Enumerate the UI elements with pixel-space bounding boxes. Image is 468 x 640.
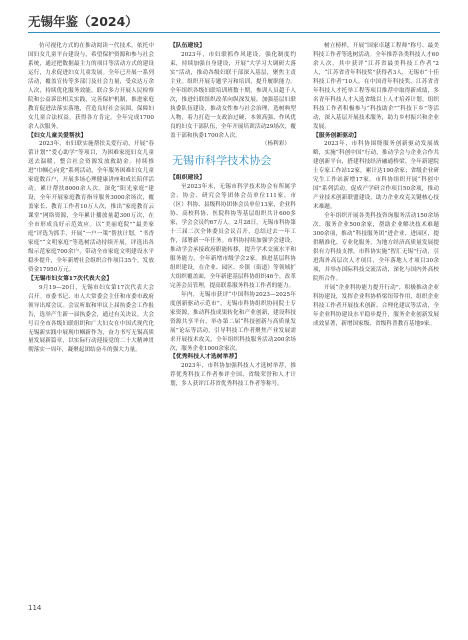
paragraph: 9月19—20日，无锡市妇女第17次代表大会召开。市委书记、市人大常委会主任和市委市政府领导出席会议。会议听取和审议上届执委会工作报告，选举产生新一届执委会，通过有关决议。大会号召全市各级妇联组织和广大妇女在中国式现代化无锡新实践中展现巾帼新作为，奋力书写无锡高质量发展新篇章，以实际行动迎接党的二十大精神贯彻落实一周年，凝聚起团结奋斗的强大力量。: [28, 284, 154, 354]
paragraph: 2023年，市科协围绕服务创新驱动发展战略，实施“科创中国”行动，推动学会与企业合作共建创新平台，搭建科技经济融通桥梁。全年新建院士专家工作站12家，累计达190余家；省级企业研究生工作站新增17家。市科协组织开展“科创中国”系列活动，促成产学研合作项目50余项，推动产业技术创新联盟建设，助力企业攻克关键核心技术难题。: [313, 141, 439, 211]
section-title: 无锡市科学技术协会: [172, 154, 272, 168]
running-header: 无锡年鉴（2024）: [28, 14, 138, 29]
page-number: 114: [28, 604, 42, 612]
column-1: [28, 42, 154, 355]
subheading: 【优秀科技人才选树举荐】: [170, 354, 241, 361]
paragraph: 2023年，市妇联实施帮扶关爱行动，开展“春蕾计划”“爱心助学”等项目，为困难家庭妇女儿童送去温暖，整合社会资源发放救助金。持续推进“巾帼心向党”系列活动，全年服务困难妇女儿童家庭数百户，开展多场心理健康讲座和成长陪伴活动，累计帮扶8000余人次。深化“阳光家庭”建设，全年开展家庭教育指导服务3000余场次，覆盖家长、教育工作者10万人次，推出“家庭教育云课堂”网络资源，全年累计播放量超300万次，在全市形成良好示范效应。以“美丽庭院”“最美家庭”评选为抓手，开展“一户一策”帮扶计划，“书香家庭”“文明家庭”等选树活动持续开展，评选出各级示范家庭700余户，带动全市家庭文明建设水平稳步提升，全年新增社会组织合作项目35个，发放资金17950万元。: [28, 141, 154, 273]
column-3: [313, 42, 439, 329]
paragraph: 开展“企业科协能力提升行动”，积极推动企业科协建设，发挥企业科协桥梁纽带作用，组织企业科技工作者开展技术创新、合理化建议等活动，全年企业科协建设水平稳步提升，服务企业创新发展成效显著，新增国家级、省级科普教育基地9家。: [313, 284, 439, 327]
paragraph: 2023年，市科协加强科技人才选树举荐，推荐优秀科技工作者参评全国、省级荣誉和人才计划，多人获评江苏省优秀科技工作者等称号。: [170, 363, 296, 388]
paragraph: 年内，无锡市获评“中国科协2023—2025年度创新驱动示范市”。无锡市科协组织协同院士专家资源，推动科技成果转化和产业创新，建设科技资源共享平台，举办第二届“科技创新与高质量发展”论坛等活动，引导科技工作者聚焦产业发展需求开展技术攻关，全年组织科技服务活动200余场次，服务企业1000余家次。: [170, 291, 296, 352]
paragraph: 全年组织开展各类科技咨询服务活动150余场次，服务企业500余家，帮助企业解决技术难题300余项，推动“科技服务团”进企业、进园区，提供精准化、专业化服务，为地方经济高质量发展提供有力科技支撑。市科协实施“智汇无锡”行动，引进海外高层次人才项目，全年落地人才项目30余项，并举办国际科技交流活动，深化与国内外高校院所合作。: [313, 213, 439, 282]
subheading: 【无锡市妇女第17次代表大会】: [28, 275, 113, 282]
paragraph: 仿可视化方式的在推动阅读一代技术。依托中国妇女儿童平台建设与，希望保护资源和参与社会系统，通过把数据最主力的项目等活动方式的建设运行，力求促进妇女儿童发展。全年已开展一系列活动，覆盖宣传等多部门及社会力量，受众达万余人次，持续优化服务效能。联合多方开展人民检察院和公益诉讼相关实践，完善保护机制，推进家庭教育促进法落实落地，营造良好社会氛围，保障妇女儿童合法权益，获得各方肯定。全年完成1700余人次服务。: [28, 43, 154, 130]
subheading: 【队伍建设】: [170, 43, 206, 49]
paragraph: 2023年，市妇联抓作风建设，强化制度约束，持续加强自身建设，开展“大学习大调研大落实”活动，推动各级妇联干部深入基层，聚焦主责主业。组织开展专题学习和培训，提升履职能力。全年组织各级妇联培训班数十期，参训人员超千人次，推进妇联组织改革向纵深发展，加强基层妇联执委队伍建设，推动女性参与社会治理，选树典型人物，着力打造一支政治过硬、本领高强、作风优良的妇女干部队伍，全年开展培训活动29场次，覆盖干部和执委1700余人次。: [170, 51, 296, 139]
header-rule: [28, 32, 440, 33]
author-signature: （杨利彩）: [261, 141, 290, 148]
subheading: 【组织建设】: [170, 175, 206, 182]
subheading: 【妇女儿童关爱帮扶】: [28, 132, 87, 139]
paragraph: 至2023年末，无锡市科学技术协会有所属学会、协会、研究会等团体会员单位111家，市（区）科协、县级科协团体会员单位13家，企业科协、高校科协、医院科协等基层组织共计600多家，学会会员约67万人。2月28日，无锡市科协第十三届二次全体委员会议召开，总结过去一年工作，部署新一年任务。市科协持续加强学会建设，推动学会承接政府职能转移，提升学术交流水平和服务能力，全年新增市级学会2家。推进基层科协组织建设，在企业、园区、乡镇（街道）等领域扩大组织覆盖面，全年新建基层科协组织46个，改革完善会员管理，提高联系服务科技工作者的能力。: [170, 184, 296, 289]
subheading: 【服务创新驱动】: [313, 132, 360, 139]
paragraph: 树立榜样，开展“国家卓越工程师”称号、最美科技工作者等选树活动。全年推荐各类科技人才60余人次，其中获评“江苏省最美科技工作者”2人，“江苏省青年科技奖”获得者3人，无锡市“十佳科技工作者”10人。在中国青年科技奖、江苏省青年科技人才托举工程等项目推荐中取得新成绩，多名青年科技人才入选省级以上人才培养计划。组织科技工作者积极参与“科技助企”“科技下乡”等活动，深入基层开展技术服务，助力乡村振兴和企业发展。: [313, 43, 439, 130]
column-2: [170, 42, 296, 389]
